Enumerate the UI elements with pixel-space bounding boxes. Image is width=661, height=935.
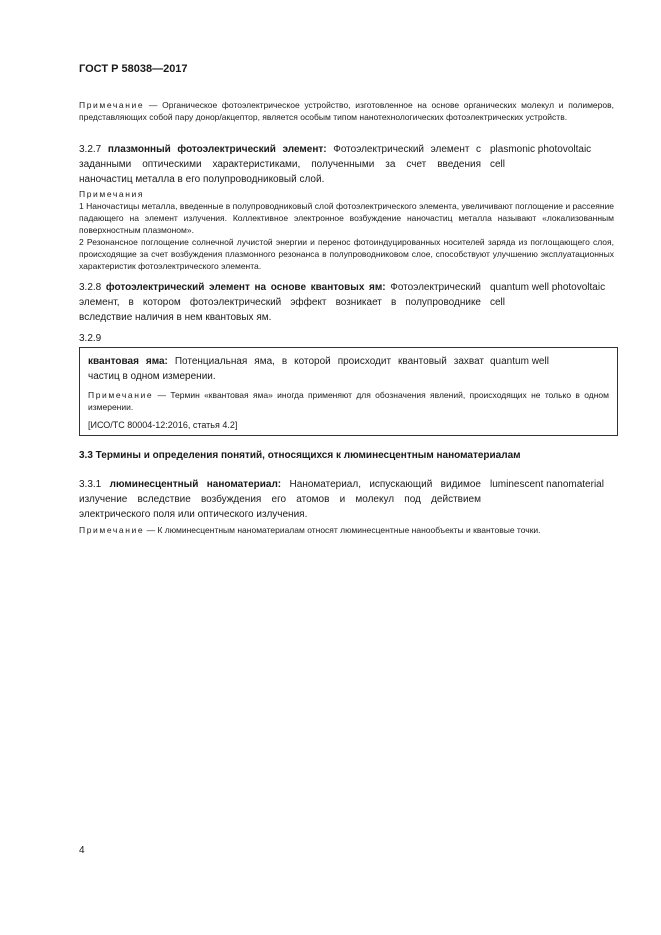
term-definition: Фотоэлектрический элемент с заданными оптическими характеристиками, полученными за счет введения наночастиц металла в его полупроводниковый слой. (79, 144, 482, 185)
en-line-2: cell (490, 297, 506, 308)
term-3-2-9 (88, 354, 484, 384)
notes-label: Примечания (79, 189, 145, 199)
term-number: 3.2.8 (79, 282, 102, 293)
note-3-3-1 (79, 524, 614, 536)
notes-3-2-7 (79, 188, 614, 272)
term-3-2-7 (79, 142, 481, 187)
term-number: 3.3.1 (79, 479, 102, 490)
term-3-2-8 (79, 280, 481, 325)
notes-item-1: 1 Наночастицы металла, введенные в полупроводниковый слой фотоэлектрического элемента, увеличивают поглощение и рассеяние падающего на элемент излучения. Коллективное электронное возбуждение наночастиц металла называют «локализованным поверхностным плазмоном». (79, 201, 614, 235)
term-definition: Потенциальная яма, в которой происходит квантовый захват частиц в одном измерении. (88, 356, 485, 382)
note-label: Примечание (79, 100, 145, 110)
term-3-3-1 (79, 477, 481, 522)
note-organic-pv (79, 99, 614, 123)
term-3-2-8-english (490, 280, 620, 310)
note-text: — К люминесцентным наноматериалам относят люминесцентные нанообъекты и квантовые точки. (146, 525, 541, 535)
term-3-3-1-english: luminescent nanomaterial (490, 479, 604, 490)
term-3-2-9-source: [ИСО/ТС 80004-12:2016, статья 4.2] (88, 420, 238, 430)
page-number: 4 (79, 845, 85, 856)
term-name: фотоэлектрический элемент на основе квантовых ям: (105, 282, 386, 293)
term-definition: Фотоэлектрический элемент, в котором фотоэлектрический эффект возникает в полупроводнике вследствие наличия в нем квантовых ям. (79, 282, 482, 323)
section-3-3-title: 3.3 Термины и определения понятий, относящихся к люминесцентным наноматериалам (79, 450, 521, 461)
term-name: люминесцентный наноматериал: (109, 479, 282, 490)
term-3-2-9-note (88, 389, 609, 413)
term-3-2-9-english: quantum well (490, 356, 549, 367)
note-label: Примечание (79, 525, 145, 535)
term-name: квантовая яма: (88, 356, 168, 367)
term-definition: Наноматериал, испускающий видимое излучение вследствие возбуждения его атомов и молекул под действием электрического поля или оптического излучения. (79, 479, 481, 520)
note-text: — Термин «квантовая яма» иногда применяют для обозначения явлений, происходящих не только в одном измерении. (88, 390, 609, 412)
en-line-1: quantum well photovoltaic (490, 282, 606, 293)
document-header: ГОСТ Р 58038—2017 (79, 63, 188, 75)
note-label: Примечание (88, 390, 154, 400)
term-3-2-9-box (79, 347, 618, 436)
en-line-1: plasmonic photovoltaic (490, 144, 592, 155)
term-3-2-7-english (490, 142, 620, 172)
term-number: 3.2.7 (79, 144, 102, 155)
en-line-2: cell (490, 159, 506, 170)
note-text: — Органическое фотоэлектрическое устройство, изготовленное на основе органических молекул и полимеров, представляющих собой пару донор/акцептор, является особым типом нанотехнологических фотоэлектрических устройств. (79, 100, 614, 122)
term-name: плазмонный фотоэлектрический элемент: (107, 144, 327, 155)
term-3-2-9-number: 3.2.9 (79, 333, 102, 344)
notes-item-2: 2 Резонансное поглощение солнечной лучистой энергии и перенос фотоиндуцированных носителей заряда из поглощающего слоя, происходящие за счет возбуждения плазмонного резонанса в полупроводниковом слое, способствуют улучшению эксплуатационных характеристик фотоэлектрического элемента. (79, 237, 614, 271)
